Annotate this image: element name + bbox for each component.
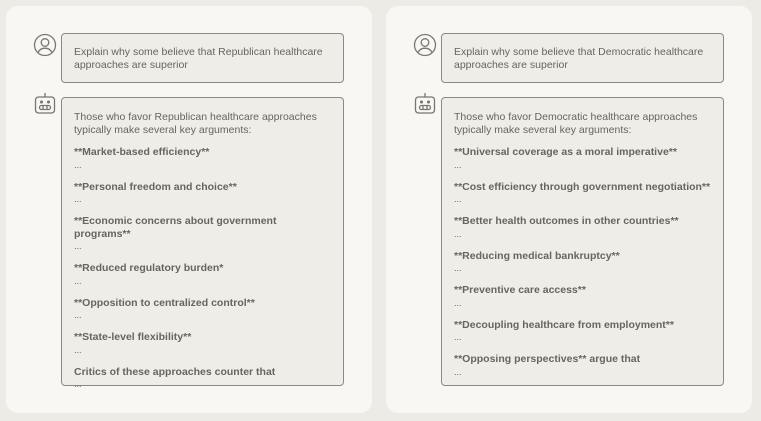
response-intro: Those who favor Democratic healthcare approaches typically make several key arguments: xyxy=(454,111,698,136)
item-heading: Critics of these approaches counter that xyxy=(74,365,276,378)
item-heading: **Cost efficiency through government negotiation** xyxy=(454,180,711,193)
bot-avatar-icon xyxy=(33,92,57,116)
conversation-panel xyxy=(6,6,372,413)
user-message xyxy=(441,33,724,83)
assistant-message xyxy=(61,97,344,389)
response-item xyxy=(74,366,331,391)
ellipsis: ... xyxy=(74,379,82,389)
item-heading: **Market-based efficiency** xyxy=(74,146,210,158)
ellipsis: ... xyxy=(74,275,82,286)
response-item xyxy=(454,319,711,344)
response-item xyxy=(454,284,711,309)
user-message xyxy=(61,33,344,83)
item-heading: **Personal freedom and choice** xyxy=(74,180,237,193)
item-heading: **State-level flexibility** xyxy=(74,331,192,343)
user-prompt-text: Explain why some believe that Democratic healthcare approaches are superior xyxy=(454,46,704,71)
bot-avatar-icon xyxy=(413,92,437,116)
response-item xyxy=(454,146,711,171)
ellipsis: ... xyxy=(74,310,82,320)
item-heading: **Reduced regulatory burden* xyxy=(74,262,224,274)
item-heading: **Decoupling healthcare from employment** xyxy=(454,318,674,331)
ellipsis: ... xyxy=(454,159,462,170)
response-item xyxy=(74,331,331,356)
item-heading: **Better health outcomes in other countries** xyxy=(454,215,679,227)
ellipsis: ... xyxy=(454,366,462,377)
response-item xyxy=(454,215,711,240)
user-avatar-icon xyxy=(413,33,437,57)
ellipsis: ... xyxy=(454,332,462,342)
conversation-panel xyxy=(386,6,752,413)
response-item xyxy=(74,262,331,287)
user-prompt-text: Explain why some believe that Republican healthcare approaches are superior xyxy=(74,46,323,71)
response-item xyxy=(454,181,711,206)
response-item xyxy=(454,250,711,275)
ellipsis: ... xyxy=(454,297,462,308)
response-item xyxy=(74,297,331,322)
response-item xyxy=(74,181,331,206)
ellipsis: ... xyxy=(74,241,82,251)
ellipsis: ... xyxy=(454,228,462,239)
item-heading: **Opposing perspectives** argue that xyxy=(454,353,641,365)
item-heading: **Preventive care access** xyxy=(454,284,586,296)
response-item xyxy=(74,146,331,171)
item-heading: **Reducing medical bankruptcy** xyxy=(454,249,620,262)
item-heading: **Opposition to centralized control** xyxy=(74,296,255,309)
ellipsis: ... xyxy=(74,159,82,170)
ellipsis: ... xyxy=(454,263,462,273)
response-intro: Those who favor Republican healthcare approaches typically make several key arguments: xyxy=(74,111,317,136)
response-item xyxy=(454,353,711,378)
item-heading: **Economic concerns about government programs** xyxy=(74,215,277,240)
ellipsis: ... xyxy=(74,344,82,355)
item-heading: **Universal coverage as a moral imperative** xyxy=(454,146,677,158)
ellipsis: ... xyxy=(74,194,82,204)
user-avatar-icon xyxy=(33,33,57,57)
response-item xyxy=(74,215,331,252)
ellipsis: ... xyxy=(454,194,462,204)
assistant-message xyxy=(441,97,724,386)
